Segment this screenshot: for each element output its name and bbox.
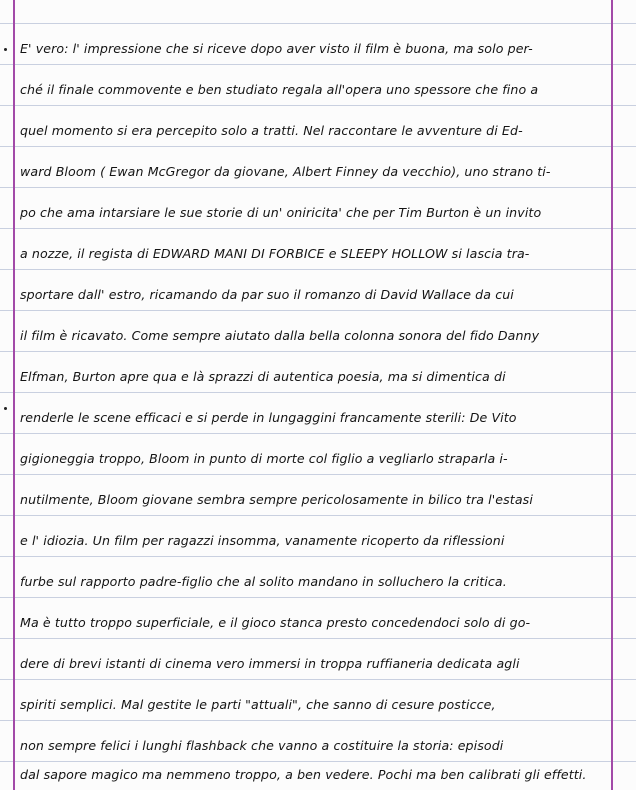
text-line: Elfman, Burton apre qua e là sprazzi di autentica poesia, ma si dimentica di (20, 369, 506, 384)
ruled-line (0, 515, 636, 516)
ruled-line (0, 597, 636, 598)
ruled-line (0, 351, 636, 352)
text-line: non sempre felici i lunghi flashback che vanno a costituire la storia: episodi (20, 738, 504, 753)
ruled-line (0, 392, 636, 393)
text-line: a nozze, il regista di EDWARD MANI DI FORBICE e SLEEPY HOLLOW si lascia tra- (20, 246, 530, 261)
ruled-line (0, 638, 636, 639)
ruled-line (0, 23, 636, 24)
ruled-line (0, 556, 636, 557)
text-line: spiriti semplici. Mal gestite le parti "attuali", che sanno di cesure posticce, (20, 697, 496, 712)
text-line: dere di brevi istanti di cinema vero immersi in troppa ruffianeria dedicata agli (20, 656, 520, 671)
text-line: ché il finale commovente e ben studiato regala all'opera uno spessore che fino a (20, 82, 539, 97)
ruled-line (0, 105, 636, 106)
right-margin-line (611, 0, 613, 790)
ruled-line (0, 474, 636, 475)
text-line: il film è ricavato. Come sempre aiutato dalla bella colonna sonora del fido Danny (20, 328, 540, 343)
text-line: E' vero: l' impressione che si riceve dopo aver visto il film è buona, ma solo per- (20, 41, 533, 56)
ruled-line (0, 64, 636, 65)
ruled-line (0, 679, 636, 680)
text-line: nutilmente, Bloom giovane sembra sempre pericolosamente in bilico tra l'estasi (20, 492, 533, 507)
text-line: quel momento si era percepito solo a tratti. Nel raccontare le avventure di Ed- (20, 123, 523, 138)
ruled-line (0, 310, 636, 311)
margin-dot (4, 407, 7, 410)
text-line: gigioneggia troppo, Bloom in punto di morte col figlio a vegliarlo straparla i- (20, 451, 508, 466)
text-line: dal sapore magico ma nemmeno troppo, a ben vedere. Pochi ma ben calibrati gli effetti. (20, 767, 587, 782)
text-line: e l' idiozia. Un film per ragazzi insomma, vanamente ricoperto da riflessioni (20, 533, 505, 548)
text-line: renderle le scene efficaci e si perde in lungaggini francamente sterili: De Vito (20, 410, 517, 425)
ruled-line (0, 228, 636, 229)
ruled-line (0, 146, 636, 147)
text-line: po che ama intarsiare le sue storie di un' oniricita' che per Tim Burton è un invito (20, 205, 542, 220)
left-margin-line (13, 0, 15, 790)
text-line: sportare dall' estro, ricamando da par suo il romanzo di David Wallace da cui (20, 287, 514, 302)
text-line: furbe sul rapporto padre-figlio che al solito mandano in solluchero la critica. (20, 574, 507, 589)
ruled-line (0, 187, 636, 188)
text-line: ward Bloom ( Ewan McGregor da giovane, Albert Finney da vecchio), uno strano ti- (20, 164, 551, 179)
ruled-line (0, 433, 636, 434)
margin-dot (4, 48, 7, 51)
text-line: Ma è tutto troppo superficiale, e il gioco stanca presto concedendoci solo di go- (20, 615, 531, 630)
ruled-line (0, 720, 636, 721)
ruled-line (0, 269, 636, 270)
